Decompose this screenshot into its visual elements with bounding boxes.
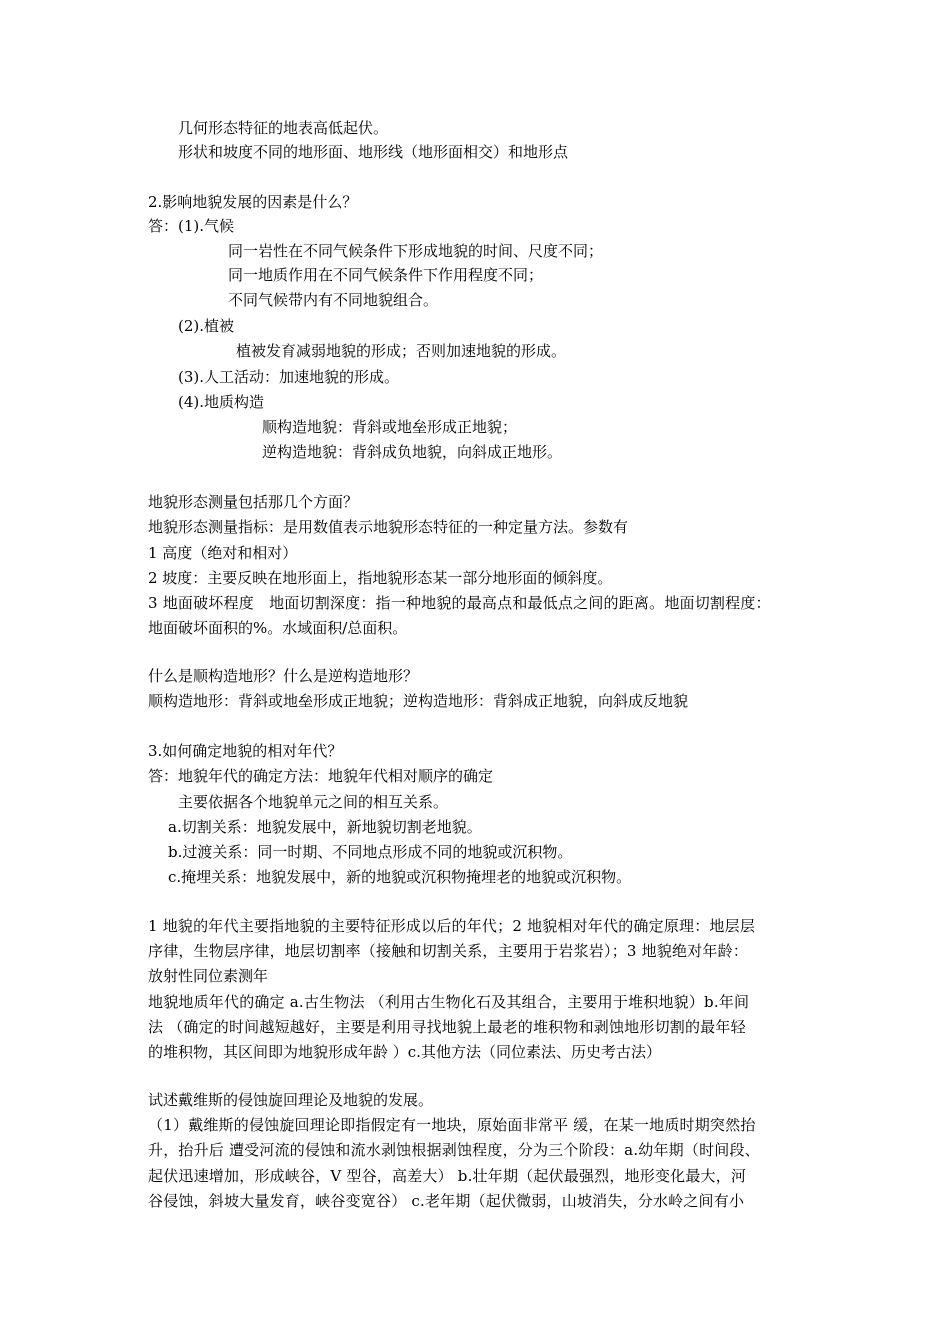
text-line: 起伏迅速增加，形成峡谷，V 型谷，高差大） b.壮年期（起伏最强烈，地形变化最大，河: [148, 1167, 747, 1185]
text-line: 顺构造地形：背斜或地垒形成正地貌；逆构造地形：背斜成正地貌，向斜成反地貌: [148, 692, 689, 710]
text-line: 序律，生物层序律，地层切割率（接触和切割关系，主要用于岩浆岩）；3 地貌绝对年龄：: [148, 942, 749, 960]
text-line: （1）戴维斯的侵蚀旋回理论即指假定有一地块，原始面非常平 缓，在某一地质时期突然抬: [148, 1116, 756, 1134]
text-line: b.过渡关系：同一时期、不同地点形成不同的地貌或沉积物。: [168, 843, 573, 861]
text-line: 的堆积物，其区间即为地貌形成年龄 ）c.其他方法（同位素法、历史考古法）: [148, 1043, 661, 1061]
text-line: 放射性同位素测年: [148, 967, 269, 985]
text-line: 逆构造地貌：背斜成负地貌，向斜成正地形。: [262, 443, 563, 461]
text-line: 2 坡度：主要反映在地形面上，指地貌形态某一部分地形面的倾斜度。: [148, 569, 613, 587]
text-line: 主要依据各个地貌单元之间的相互关系。: [178, 793, 449, 811]
text-line: 1 高度（绝对和相对）: [148, 544, 298, 562]
text-line: 答：地貌年代的确定方法：地貌年代相对顺序的确定: [148, 767, 494, 785]
text-line: 3 地面破坏程度 地面切割深度：指一种地貌的最高点和最低点之间的距离。地面切割程度：: [148, 594, 771, 612]
question-heading: 2.影响地貌发展的因素是什么？: [148, 193, 358, 211]
text-line: 同一地质作用在不同气候条件下作用程度不同；: [228, 266, 544, 284]
text-line: 地貌形态测量指标：是用数值表示地貌形态特征的一种定量方法。参数有: [148, 518, 629, 536]
question-heading: 地貌形态测量包括那几个方面？: [148, 493, 359, 511]
text-line: (3).人工活动：加速地貌的形成。: [178, 368, 400, 386]
text-line: 顺构造地貌：背斜或地垒形成正地貌；: [262, 418, 518, 436]
text-line: 形状和坡度不同的地形面、地形线（地形面相交）和地形点: [178, 143, 569, 161]
question-heading: 3.如何确定地貌的相对年代？: [148, 742, 343, 760]
text-line: 几何形态特征的地表高低起伏。: [178, 119, 389, 137]
text-line: (4).地质构造: [178, 393, 265, 411]
text-line: 地貌地质年代的确定 a.古生物法 （利用古生物化石及其组合，主要用于堆积地貌）b.年间: [148, 993, 750, 1011]
text-line: 升，抬升后 遭受河流的侵蚀和流水剥蚀根据剥蚀程度，分为三个阶段：a.幼年期（时间段、: [148, 1141, 760, 1159]
question-heading: 试述戴维斯的侵蚀旋回理论及地貌的发展。: [148, 1091, 434, 1109]
text-line: (2).植被: [178, 317, 235, 335]
text-line: 植被发育减弱地貌的形成；否则加速地貌的形成。: [236, 342, 567, 360]
text-line: 不同气候带内有不同地貌组合。: [228, 291, 439, 309]
text-line: 地面破坏面积的%。水域面积/总面积。: [148, 619, 408, 637]
text-line: 谷侵蚀，斜坡大量发育，峡谷变宽谷） c.老年期（起伏微弱，山坡消失，分水岭之间有小: [148, 1192, 745, 1210]
text-line: 答：(1).气候: [148, 217, 235, 235]
question-heading: 什么是顺构造地形？什么是逆构造地形？: [148, 667, 419, 685]
text-line: 法 （确定的时间越短越好，主要是利用寻找地貌上最老的堆积物和剥蚀地形切割的最年轻: [148, 1018, 746, 1036]
text-line: 同一岩性在不同气候条件下形成地貌的时间、尺度不同；: [228, 242, 604, 260]
text-line: c.掩埋关系：地貌发展中，新的地貌或沉积物掩埋老的地貌或沉积物。: [168, 868, 632, 886]
text-line: a.切割关系：地貌发展中，新地貌切割老地貌。: [168, 818, 482, 836]
text-line: 1 地貌的年代主要指地貌的主要特征形成以后的年代；2 地貌相对年代的确定原理：地层层: [148, 917, 756, 935]
